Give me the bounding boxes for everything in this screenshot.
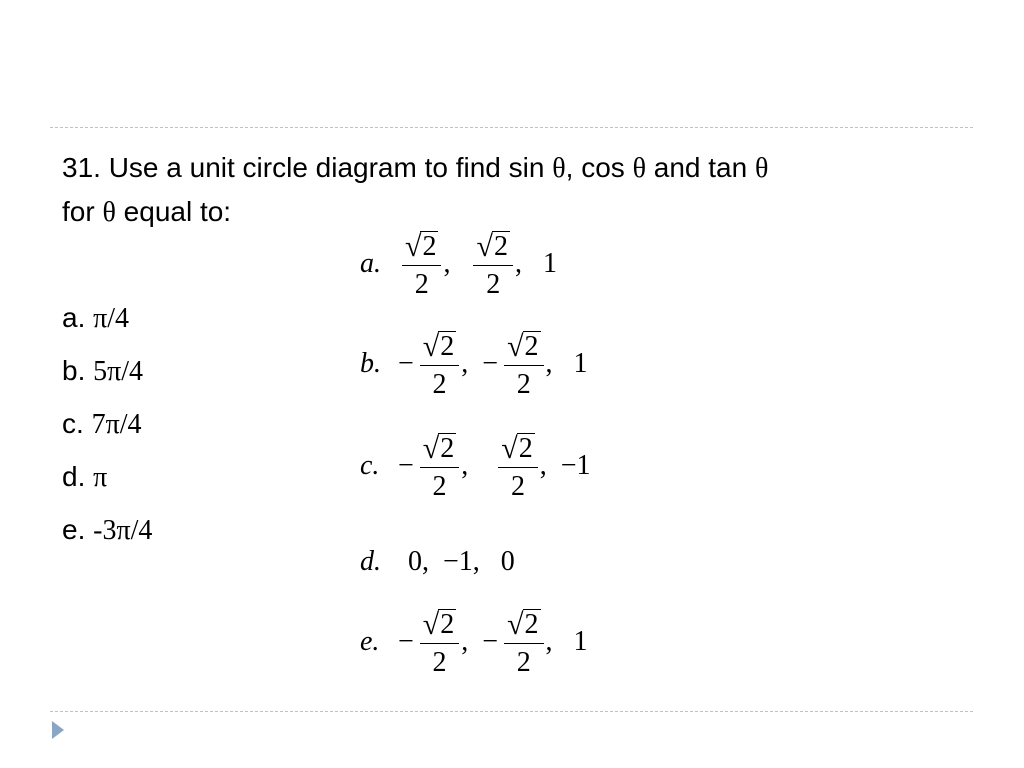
- angle-value: 5π/4: [93, 356, 144, 387]
- sin-numerator: 2: [440, 608, 455, 640]
- tan-value: 1: [573, 348, 588, 379]
- angle-letter: e.: [62, 514, 86, 545]
- sqrt-icon: √: [507, 329, 524, 363]
- sin-fraction: [420, 433, 459, 500]
- triangle-right-icon: [52, 721, 64, 739]
- tan-value: 1: [542, 248, 557, 279]
- angle-list: [62, 296, 152, 561]
- answer-a: a. √ 2 2 , √ 2 2 , 1: [360, 229, 557, 300]
- cos-denominator: 2: [511, 470, 525, 502]
- answer-letter: b.: [360, 348, 381, 379]
- cos-fraction: [498, 433, 537, 500]
- sqrt-icon: √: [405, 229, 422, 263]
- tan-value: −1: [560, 450, 591, 481]
- angle-item-e: [62, 508, 152, 561]
- question-prefix: 31. Use a unit circle diagram to find sin: [62, 152, 553, 183]
- answer-b: b. − √ 2 2 , − √ 2 2 , 1: [360, 329, 588, 400]
- cos-fraction: [473, 231, 512, 298]
- question-tan: and tan: [646, 152, 755, 183]
- cos-denominator: 2: [516, 368, 531, 400]
- cos-fraction: [504, 331, 543, 398]
- cos-numerator: 2: [524, 330, 539, 362]
- theta-symbol: θ: [632, 153, 646, 184]
- angle-item-d: [62, 455, 152, 508]
- sin-sign: −: [398, 450, 414, 481]
- sqrt-icon: √: [501, 431, 518, 465]
- sin-denominator: 2: [432, 470, 447, 502]
- angle-item-b: [62, 349, 152, 402]
- sin-numerator: 2: [422, 230, 437, 262]
- sqrt-icon: √: [422, 329, 440, 363]
- angle-value: π: [93, 462, 108, 493]
- cos-sign: −: [482, 626, 499, 657]
- divider-bottom: [50, 711, 973, 712]
- answer-letter: e.: [360, 626, 380, 657]
- angle-item-a: [62, 296, 152, 349]
- answer-c: c. − √ 2 2 , √ 2 2 , −1: [360, 431, 591, 502]
- sin-fraction: [420, 609, 459, 676]
- answer-d: [360, 520, 515, 604]
- sqrt-icon: √: [422, 431, 440, 465]
- cos-numerator: 2: [518, 432, 533, 464]
- question-cos: , cos: [565, 152, 633, 183]
- answer-letter: d.: [360, 546, 381, 577]
- answer-e: e. − √ 2 2 , − √ 2 2 , 1: [360, 607, 588, 678]
- cos-fraction: [504, 609, 543, 676]
- angle-value: π/4: [93, 303, 130, 334]
- theta-symbol: θ: [102, 197, 116, 228]
- sin-fraction: [402, 231, 441, 298]
- cos-numerator: 2: [524, 608, 539, 640]
- angle-value: 7π/4: [91, 409, 142, 440]
- answer-letter: c.: [360, 450, 380, 481]
- sqrt-icon: √: [476, 229, 493, 263]
- sin-fraction: [420, 331, 459, 398]
- sin-numerator: 2: [440, 330, 455, 362]
- angle-item-c: [62, 402, 152, 455]
- theta-symbol: θ: [754, 153, 769, 184]
- cos-sign: −: [482, 348, 499, 379]
- cos-denominator: 2: [486, 268, 501, 300]
- theta-symbol: θ: [552, 153, 566, 184]
- sin-numerator: 2: [440, 432, 455, 464]
- angle-value: -3π/4: [93, 515, 153, 546]
- sin-denominator: 2: [432, 368, 447, 400]
- sqrt-icon: √: [507, 607, 524, 641]
- sin-denominator: 2: [414, 268, 429, 300]
- angle-letter: a.: [62, 302, 86, 333]
- angle-letter: b.: [62, 355, 86, 386]
- question-suffix: equal to:: [115, 196, 232, 227]
- answer-letter: a.: [360, 248, 381, 279]
- sqrt-icon: √: [422, 607, 440, 641]
- cos-numerator: 2: [493, 230, 508, 262]
- angle-letter: c.: [62, 408, 84, 439]
- cos-denominator: 2: [516, 646, 531, 678]
- answer-key: [360, 0, 660, 768]
- sin-denominator: 2: [432, 646, 447, 678]
- sin-sign: −: [398, 348, 414, 379]
- answer-d-values: 0, −1, 0: [408, 546, 515, 577]
- tan-value: 1: [573, 626, 588, 657]
- angle-letter: d.: [62, 461, 86, 492]
- question-for: for: [62, 196, 103, 227]
- sin-sign: −: [398, 626, 414, 657]
